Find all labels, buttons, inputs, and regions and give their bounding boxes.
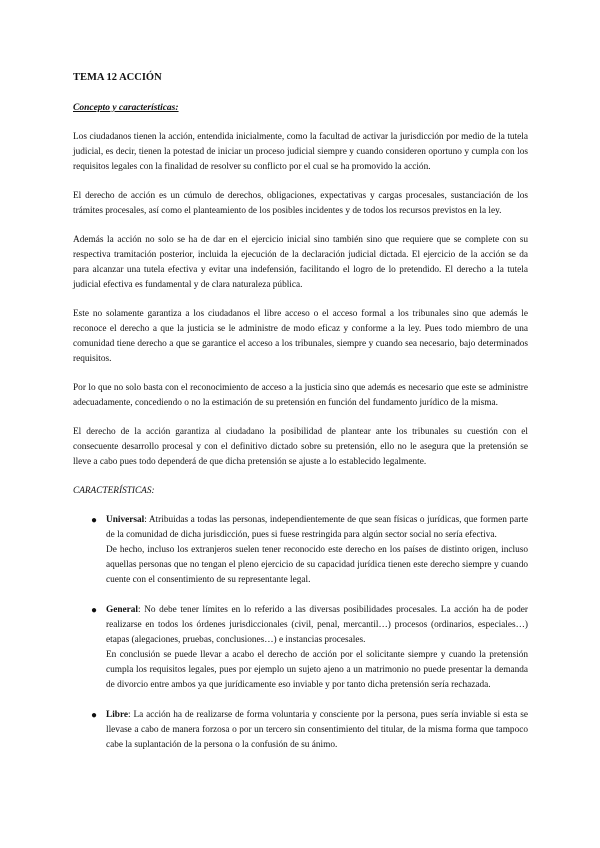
characteristics-heading: CARACTERÍSTICAS: <box>73 486 155 496</box>
list-item-universal <box>73 513 528 588</box>
list-item-general <box>73 603 528 693</box>
paragraph: El derecho de la acción garantiza al ciudadano la posibilidad de plantear ante los tribunales su cuestión con el consecuente desarrollo procesal y con el definitivo dictado sobre su pretensión, ello no le asegura que la pretensión se lleve a cabo pues todo dependerá de que dicha pretensión se ajuste a lo establecido legalmente. <box>73 427 528 467</box>
bullet-icon: ● <box>91 605 98 616</box>
bullet-text: : No debe tener límites en lo referido a las diversas posibilidades procesales. La acción ha de poder realizarse en todos los órdenes jurisdiccionales (civil, penal, mercantil…) procesos (ordinarios, especiales…) etapas (alegaciones, pruebas, conclusiones…) e instancias procesales. <box>106 605 528 645</box>
bullet-icon: ● <box>91 515 98 526</box>
bullet-icon: ● <box>91 710 98 721</box>
document-body <box>73 70 528 753</box>
bullet-term: Libre <box>106 710 129 720</box>
paragraph: El derecho de acción es un cúmulo de derechos, obligaciones, expectativas y cargas procesales, sustanciación de los trámites procesales, así como el planteamiento de los posibles incidentes y de todos los recursos previstos en la ley. <box>73 191 528 216</box>
bullet-extra: De hecho, incluso los extranjeros suelen tener reconocido este derecho en los países de distinto origen, incluso aquellas personas que no tengan el pleno ejercicio de su capacidad jurídica tienen este derecho siempre y cuando cuente con el consentimiento de su representante legal. <box>106 545 528 585</box>
paragraph: Los ciudadanos tienen la acción, entendida inicialmente, como la facultad de activar la jurisdicción por medio de la tutela judicial, es decir, tienen la potestad de iniciar un proceso judicial siempre y cuando consideren oportuno y cumpla con los requisitos legales con la finalidad de resolver su conflicto por el cual se ha promovido la acción. <box>73 132 528 172</box>
characteristics-list <box>73 513 528 753</box>
list-item-libre <box>73 708 528 753</box>
paragraph: Por lo que no solo basta con el reconocimiento de acceso a la justicia sino que además es necesario que este se administre adecuadamente, concediendo o no la estimación de su pretensión en función del fundamento jurídico de la misma. <box>73 383 528 408</box>
bullet-extra: En conclusión se puede llevar a acabo el derecho de acción por el solicitante siempre y cuando la pretensión cumpla los requisitos legales, pues por ejemplo un sujeto ajeno a un matrimonio no puede presentar la demanda de divorcio entre ambos ya que jurídicamente eso inviable y por tanto dicha pretensión sería rechazada. <box>106 650 528 690</box>
bullet-text: : Atribuidas a todas las personas, independientemente de que sean físicas o jurídicas, que formen parte de la comunidad de dicha jurisdicción, pues si fuese restringida para algún sector social no sería efectiva. <box>106 515 528 540</box>
bullet-term: Universal <box>106 515 145 525</box>
paragraph: Además la acción no solo se ha de dar en el ejercicio inicial sino también sino que requiere que se complete con su respectiva tramitación posterior, incluida la ejecución de la declaración judicial dictada. El ejercicio de la acción se da para alcanzar una tutela efectiva y evitar una indefensión, facilitando el logro de lo pretendido. El derecho a la tutela judicial efectiva es fundamental y de clara naturaleza pública. <box>73 235 528 290</box>
bullet-term: General <box>106 605 139 615</box>
bullet-text: : La acción ha de realizarse de forma voluntaria y consciente por la persona, pues sería inviable si esta se llevase a cabo de manera forzosa o por un tercero sin consentimiento del titular, de la misma forma que tampoco cabe la suplantación de la persona o la confusión de su ánimo. <box>106 710 528 750</box>
paragraph: Este no solamente garantiza a los ciudadanos el libre acceso o el acceso formal a los tribunales sino que además le reconoce el derecho a que la justicia se le administre de modo eficaz y conforme a la ley. Pues todo miembro de una comunidad tiene derecho a que se garantice el acceso a los tribunales, siempre y cuando sea necesario, bajo determinados requisitos. <box>73 309 528 364</box>
document-title: TEMA 12 ACCIÓN <box>73 72 162 83</box>
section-subtitle: Concepto y características: <box>73 103 179 113</box>
